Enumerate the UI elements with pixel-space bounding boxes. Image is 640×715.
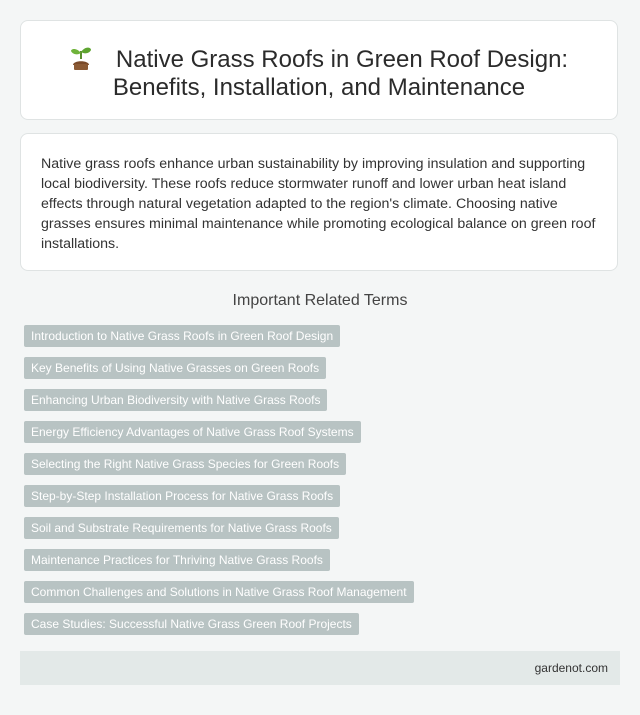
term-link-challenges[interactable]: Common Challenges and Solutions in Native Grass Roof Management — [24, 581, 414, 603]
sprout-icon — [70, 45, 92, 71]
page-title-line-2: Benefits, Installation, and Maintenance — [112, 74, 526, 101]
term-link-energy-efficiency[interactable]: Energy Efficiency Advantages of Native Grass Roof Systems — [24, 421, 361, 443]
term-link-intro[interactable]: Introduction to Native Grass Roofs in Green Roof Design — [24, 325, 340, 347]
page-title-line-1 — [21, 45, 617, 74]
term-link-biodiversity[interactable]: Enhancing Urban Biodiversity with Native Grass Roofs — [24, 389, 327, 411]
intro-card — [20, 133, 618, 271]
related-terms-heading: Important Related Terms — [232, 292, 408, 309]
term-link-case-studies[interactable]: Case Studies: Successful Native Grass Green Roof Projects — [24, 613, 359, 635]
term-link-installation[interactable]: Step-by-Step Installation Process for Native Grass Roofs — [24, 485, 340, 507]
title-card — [20, 20, 618, 120]
intro-paragraph: Native grass roofs enhance urban sustainability by improving insulation and supporting local biodiversity. These roofs reduce stormwater runoff and lower urban heat island effects through natural vegetation adapted to the region's climate. Choosing native grasses ensures minimal maintenance while promoting ecological balance on green roof installations. — [41, 156, 596, 252]
page-title-text-1: Native Grass Roofs in Green Roof Design: — [115, 46, 569, 73]
term-link-key-benefits[interactable]: Key Benefits of Using Native Grasses on Green Roofs — [24, 357, 326, 379]
footer — [20, 651, 620, 685]
term-link-maintenance[interactable]: Maintenance Practices for Thriving Native Grass Roofs — [24, 549, 330, 571]
term-link-species-selection[interactable]: Selecting the Right Native Grass Species for Green Roofs — [24, 453, 346, 475]
related-terms-list — [24, 325, 620, 645]
footer-site-link[interactable]: gardenot.com — [534, 661, 608, 675]
term-link-soil-substrate[interactable]: Soil and Substrate Requirements for Native Grass Roofs — [24, 517, 339, 539]
